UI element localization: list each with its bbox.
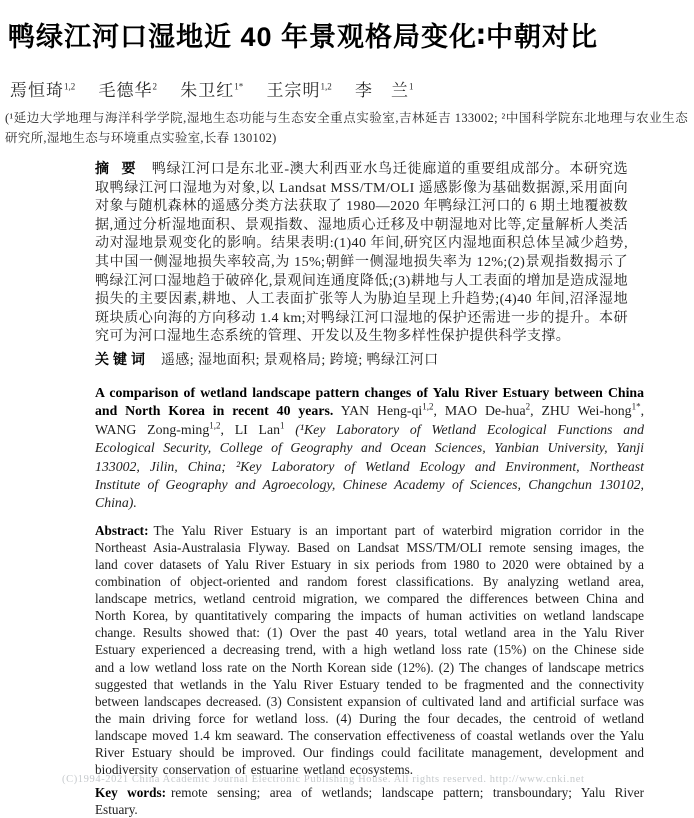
keywords-cn: [95, 350, 628, 370]
abstract-text-en: The Yalu River Estuary is an important part of waterbird migration corridor in the Northeast Asia-Australasia Flyway. Based on Landsat MSS/TM/OLI remote sensing images, the land cover datasets of Yalu River Estuary in six periods from 1980 to 2020 were obtained by a combination of object-oriented and random forest classifications. By analyzing wetland area, landscape metrics, wetland centroid migration, we compared the differences between China and North Korea, by quantitatively comparing the impacts of human activities on wetland landscape change. Results showed that: (1) Over the past 40 years, total wetland area in the Yalu River Estuary experienced a decreasing trend, with a high wetland loss rate (15%) on the Chinese side and a low wetland loss rate on the North Korean side (12%). (2) The changes of landscape metrics suggested that wetlands in the Yalu River Estuary tended to be fragmented and the connectivity between landscapes decreased. (3) Consistent expansion of cultivated land and artificial surface was the main driving force for wetland loss. (4) During the four decades, the centroid of wetland landscape moved 1.4 km seaward. The conservation effectiveness of coastal wetlands over the Yalu River Estuary should be improved. Our findings could facilitate management, development and biodiversity conservation of estuarine wetland ecosystems.: [95, 522, 644, 778]
author-en: [445, 403, 542, 418]
author-name: 毛德华: [98, 81, 153, 100]
copyright-footer: (C)1994-2021 China Academic Journal Electronic Publishing House. All rights reserved. http://www.cnki.net: [62, 774, 585, 785]
author-cn: [267, 81, 332, 100]
affiliation-cn: (¹延边大学地理与海洋科学学院,湿地生态功能与生态安全重点实验室,吉林延吉 133002; ²中国科学院东北地理与农业生态研究所,湿地生态与环境重点实验室,长春 130102): [5, 111, 688, 145]
abstract-cn: [95, 159, 628, 347]
author-name: 李 兰: [355, 81, 409, 100]
author-superscript: 1,2: [320, 81, 332, 92]
author-name: MAO De-hua: [444, 403, 526, 419]
author-name: WANG Zong-ming: [95, 421, 210, 437]
author-en: [235, 422, 296, 437]
authors-cn: [10, 80, 694, 102]
author-name: 朱卫红: [180, 81, 235, 100]
author-separator: ,: [220, 421, 235, 437]
author-name: 焉恒琦: [10, 81, 64, 100]
author-superscript: 2: [525, 401, 531, 412]
abstract-label-en: Abstract:: [95, 522, 149, 538]
abstract-text-cn: 鸭绿江河口是东北亚-澳大利西亚水鸟迁徙廊道的重要组成部分。本研究选取鸭绿江河口湿地为对象,以 Landsat MSS/TM/OLI 遥感影像为基础数据源,采用面向对象与随机森林的遥感分类方法获取了 1980—2020 年鸭绿江河口的 6 期土地覆被数据,通过分析湿地面积、景观指数、湿地质心迁移及中朝湿地对比等,定量解析人类活动对湿地景观变化的影响。结果表明:(1)40 年间,研究区内湿地面积总体呈减少趋势,其中国一侧湿地损失率较高,为 15%;朝鲜一侧湿地损失率为 12%;(2)景观指数揭示了鸭绿江河口湿地趋于破碎化,景观间连通度降低;(3)耕地与人工表面的增加是造成湿地损失的主要因素,耕地、人工表面扩张等人为胁迫呈现上升趋势;(4)40 年间,沼泽湿地斑块质心向海的方向移动 1.4 km;对鸭绿江河口湿地的保护还需进一步的提升。本研究可为河口湿地生态系统的管理、开发以及生物多样性保护提供科学支撑。: [95, 162, 628, 345]
author-separator: ,: [530, 403, 542, 419]
author-en: [541, 403, 644, 418]
affiliation-en: (¹Key Laboratory of Wetland Ecological Functions and Ecological Security, College of Geography and Ocean Sciences, Yanbian University, Yanji 133002, Jilin, China; ²Key Laboratory of Wetland Ecology and Environment, Northeast Institute of Geography and Agroecology, Chinese Academy of Sciences, Changchun 130102, China).: [95, 421, 645, 511]
author-superscript: 2: [152, 81, 157, 92]
author-superscript: 1,2: [64, 81, 76, 92]
author-superscript: 1: [279, 420, 285, 431]
author-cn: [180, 81, 243, 100]
author-cn: [355, 81, 414, 100]
author-en: [341, 403, 445, 418]
abstract-label-cn: 摘 要: [95, 160, 140, 176]
author-separator: [284, 422, 295, 437]
author-name: YAN Heng-qi: [340, 403, 423, 419]
author-cn: [99, 81, 158, 100]
english-title-block: [95, 384, 644, 513]
author-separator: ,: [640, 403, 645, 419]
paper-title-en: A comparison of wetland landscape pattern changes of Yalu River Estuary between China and North Korea in recent 40 years.: [95, 384, 644, 419]
keywords-label-cn: 关键词: [95, 350, 149, 367]
author-name: ZHU Wei-hong: [541, 403, 632, 419]
author-cn: [10, 81, 75, 100]
author-superscript: 1,2: [422, 401, 434, 412]
author-en: [95, 422, 235, 437]
abstract-en: [95, 522, 644, 778]
keywords-text-en: remote sensing; area of wetlands; landscape pattern; transboundary; Yalu River Estuary.: [95, 785, 644, 818]
author-superscript: 1*: [631, 401, 641, 412]
author-name: LI Lan: [234, 421, 280, 437]
keywords-en: [95, 784, 644, 818]
author-separator: ,: [433, 403, 445, 419]
author-superscript: 1*: [234, 81, 244, 92]
author-superscript: 1: [409, 81, 414, 92]
author-name: 王宗明: [266, 81, 321, 100]
keywords-text-cn: 遥感; 湿地面积; 景观格局; 跨境; 鸭绿江河口: [161, 352, 439, 368]
keywords-label-en: Key words:: [95, 785, 166, 801]
author-superscript: 1,2: [209, 420, 221, 431]
paper-title-cn: 鸭绿江河口湿地近 40 年景观格局变化∶中朝对比: [8, 22, 598, 52]
